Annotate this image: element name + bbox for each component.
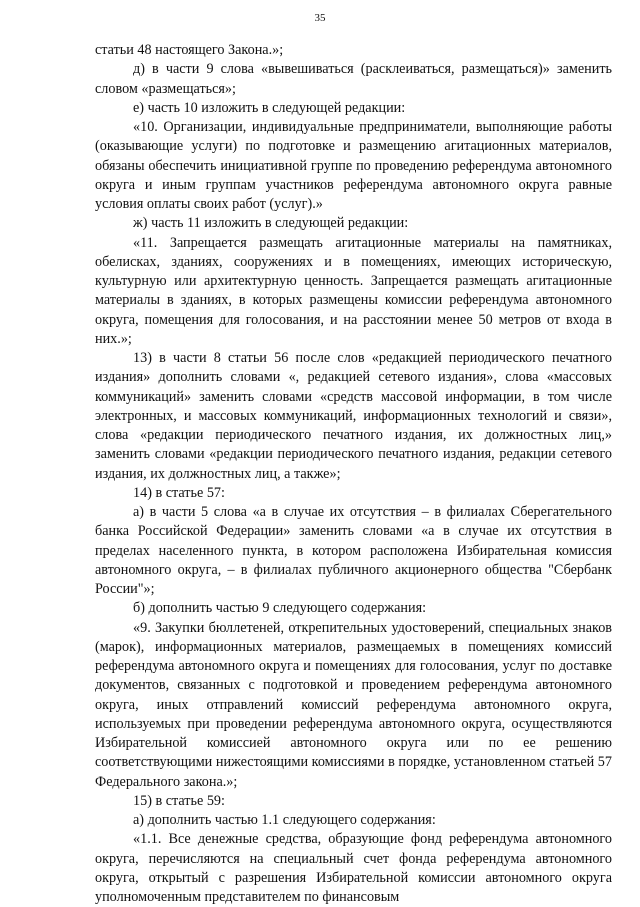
- paragraph: «9. Закупки бюллетеней, открепительных удостоверений, специальных знаков (марок), информационных материалов, размещаемых в помещениях комиссий референдума автономного округа и помещениях для голосования, услуг по доставке документов, связанных с подготовкой и проведением референдума автономного округа, иных отправлений комиссий референдума автономного округа, используемых при проведении референдума автономного округа, осуществляются Избирательной комиссией автономного округа или по ее решению соответствующими нижестоящими комиссиями в порядке, установленном статьей 57 Федерального закона.»;: [95, 619, 612, 790]
- paragraph: «11. Запрещается размещать агитационные материалы на памятниках, обелисках, зданиях, сооружениях и в помещениях, имеющих историческую, культурную или архитектурную ценность. Запрещается размещать агитационные материалы в зданиях, в которых размещены комиссии референдума автономного округа, помещения для голосования, и на расстоянии менее 50 метров от входа в них.»;: [95, 234, 612, 347]
- paragraph: 14) в статье 57:: [133, 484, 225, 501]
- paragraph: статьи 48 настоящего Закона.»;: [95, 42, 284, 58]
- paragraph: «10. Организации, индивидуальные предприниматели, выполняющие работы (оказывающие услуги) по подготовке и размещению агитационных материалов, обязаны обеспечить инициативной группе по проведению референдума автономного округа и иным группам участников референдума автономного округа равные условия оплаты своих работ (услуг).»: [95, 119, 612, 212]
- paragraph: 15) в статье 59:: [133, 792, 225, 809]
- paragraph: а) в части 5 слова «а в случае их отсутствия – в филиалах Сберегательного банка Российской Федерации» заменить словами «а в случае их отсутствия в пределах населенного пункта, в котором расположена Избирательная комиссия автономного округа, – в филиалах публичного акционерного общества "Сбербанк России"»;: [95, 504, 612, 597]
- paragraph: 13) в части 8 статьи 56 после слов «редакцией периодического печатного издания» дополнить словами «, редакцией сетевого издания», слова «массовых коммуникаций» заменить словами «средств массовой информации, в том числе электронных, и массовых коммуникаций, информационных технологий и связи», слова «редакции периодического печатного издания, их должностных лиц,» заменить словами «редакции периодического печатного издания, редакции сетевого издания, их должностных лиц, а также»;: [95, 350, 612, 482]
- paragraph: д) в части 9 слова «вывешиваться (расклеиваться, размещаться)» заменить словом «размещаться»;: [95, 61, 612, 97]
- page-number: 35: [314, 12, 326, 24]
- paragraph: а) дополнить частью 1.1 следующего содержания:: [133, 812, 436, 828]
- document-body: [95, 41, 612, 907]
- paragraph: б) дополнить частью 9 следующего содержания:: [133, 600, 427, 617]
- paragraph: ж) часть 11 изложить в следующей редакции:: [133, 215, 409, 232]
- paragraph: е) часть 10 изложить в следующей редакции:: [133, 99, 406, 116]
- paragraph: «1.1. Все денежные средства, образующие фонд референдума автономного округа, перечисляются на специальный счет фонда референдума автономного округа, открытый с разрешения Избирательной комиссии автономного округа уполномоченным представителем по финансовым: [95, 831, 612, 905]
